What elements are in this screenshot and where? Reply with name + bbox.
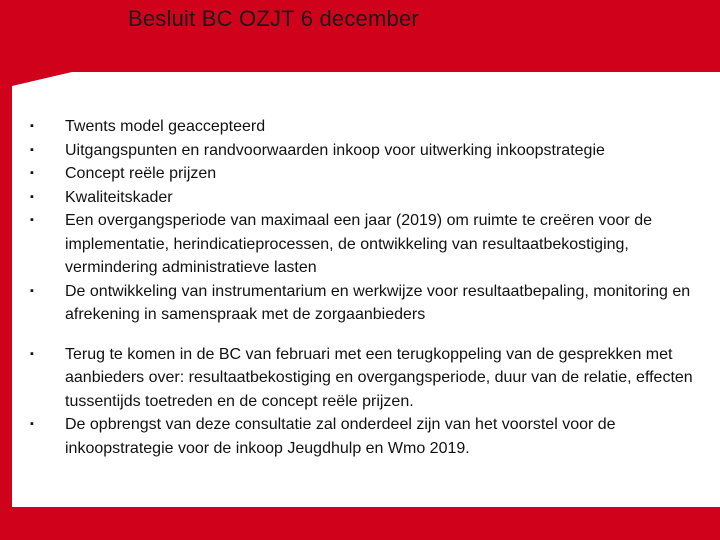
- bullet-text: De opbrengst van deze consultatie zal onderdeel zijn van het voorstel voor de inkoopstrategie voor de inkoop Jeugdhulp en Wmo 2019.: [65, 416, 616, 457]
- bullet-list: [30, 115, 700, 460]
- bullet-text: Uitgangspunten en randvoorwaarden inkoop voor uitwerking inkoopstrategie: [65, 141, 605, 159]
- bullet-text: Concept reële prijzen: [65, 165, 217, 182]
- bullet-text: Een overgangsperiode van maximaal een jaar (2019) om ruimte te creëren voor de implementatie, herindicatieprocessen, de ontwikkeling van resultaatbekostiging, vermindering administratieve lasten: [65, 212, 652, 276]
- square-bullet-icon: ▪: [30, 418, 34, 430]
- list-item: [30, 343, 700, 414]
- list-item: [30, 280, 700, 327]
- bullet-text: Terug te komen in de BC van februari met een terugkoppeling van de gesprekken met aanbieders over: resultaatbekostiging en overgangsperiode, duur van de relatie, effecten tussentijds toetreden en de concept reële prijzen.: [65, 345, 693, 410]
- list-item: [30, 139, 700, 163]
- bullet-text: De ontwikkeling van instrumentarium en werkwijze voor resultaatbepaling, monitoring en afrekening in samenspraak met de zorgaanbieders: [65, 282, 691, 323]
- list-item: [30, 115, 700, 139]
- bullet-text: Twents model geaccepteerd: [65, 118, 266, 135]
- list-item: [30, 413, 700, 460]
- list-item: [30, 209, 700, 280]
- list-item: [30, 186, 700, 210]
- bullet-text: Kwaliteitskader: [65, 188, 173, 206]
- square-bullet-icon: ▪: [30, 120, 34, 132]
- square-bullet-icon: ▪: [30, 284, 34, 297]
- square-bullet-icon: ▪: [30, 143, 34, 156]
- square-bullet-icon: ▪: [30, 214, 34, 226]
- slide-title: Besluit BC OZJT 6 december: [128, 6, 419, 31]
- square-bullet-icon: ▪: [30, 167, 34, 179]
- square-bullet-icon: ▪: [30, 347, 34, 360]
- list-item: [30, 162, 700, 186]
- square-bullet-icon: ▪: [30, 190, 34, 203]
